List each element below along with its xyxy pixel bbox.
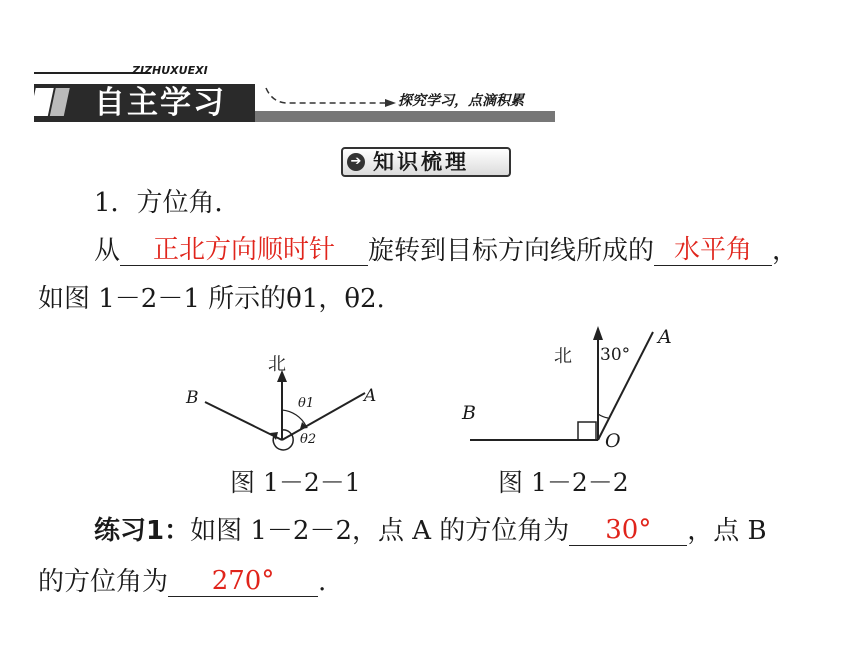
fig1-label-b: B: [186, 388, 199, 408]
answer-1: 正北方向顺时针: [153, 235, 336, 265]
line1-mid: 旋转到目标方向线所成的: [368, 236, 655, 266]
book-icon: [30, 84, 94, 122]
fig2-label-b: B: [462, 402, 476, 424]
exercise-text-1: 如图 1－2－2，点 A 的方位角为: [190, 516, 570, 546]
answer-2: 水平角: [674, 235, 753, 265]
exercise-text-3: 的方位角为: [38, 567, 169, 597]
exercise-line-1: [94, 515, 767, 546]
fig1-label-a: A: [364, 386, 377, 406]
blank-answer-1: [120, 235, 368, 266]
fig2-label-a: A: [658, 326, 672, 348]
arrow-right-icon: ➔: [347, 153, 365, 171]
exercise-text-4: .: [318, 567, 327, 597]
exercise-label: 练习1：: [94, 516, 191, 546]
header-pinyin: ZIZHUXUEXI: [132, 64, 208, 77]
fig2-north-label: 北: [554, 346, 572, 367]
fig1-theta1: θ1: [298, 396, 315, 411]
exercise-text-2: ，点 B: [687, 516, 767, 546]
blank-answer-2: [654, 235, 772, 266]
fig1-north-label: 北: [268, 354, 286, 375]
fig2-caption: 图 1－2－2: [498, 468, 629, 497]
fig1-theta2: θ2: [300, 432, 317, 447]
line1-prefix: 从: [94, 236, 121, 266]
answer-4: 270°: [211, 566, 275, 596]
figure-reference-line: 如图 1－2－1 所示的θ1，θ2.: [38, 284, 385, 314]
blank-answer-3: [569, 515, 687, 546]
exercise-line-2: [38, 566, 326, 597]
answer-3: 30°: [605, 515, 652, 545]
header-title: 自主学习: [94, 85, 226, 121]
figure-2-diagram: [460, 318, 690, 448]
fig2-label-o: O: [605, 430, 621, 452]
fig2-angle-label: 30°: [600, 345, 631, 365]
knowledge-review-label: 知识梳理: [373, 150, 469, 174]
fig1-caption: 图 1－2－1: [230, 468, 361, 497]
definition-line: [94, 235, 798, 266]
knowledge-review-button[interactable]: [341, 147, 511, 177]
blank-answer-4: [168, 566, 318, 597]
section-heading: 1．方位角．: [94, 188, 241, 218]
line1-end: ，: [772, 236, 799, 266]
header-subtitle: 探究学习，点滴积累: [398, 93, 524, 109]
